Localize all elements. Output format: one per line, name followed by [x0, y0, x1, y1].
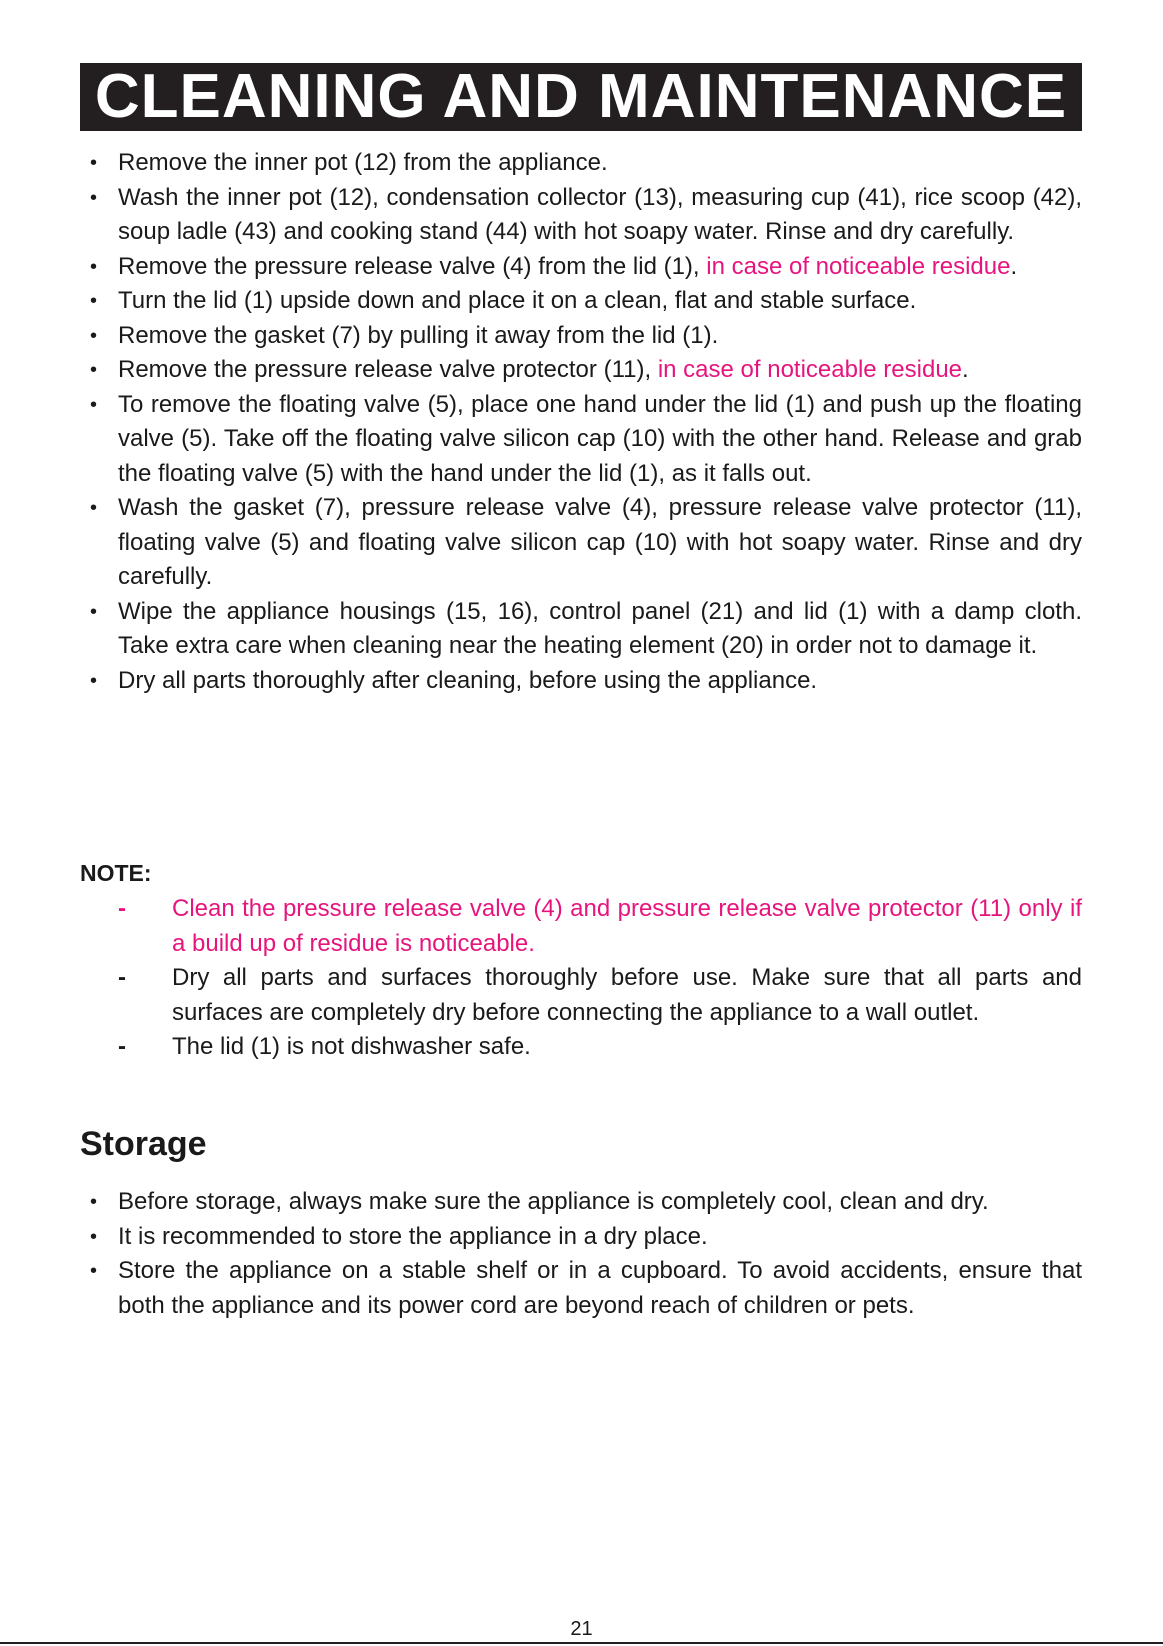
text-run: Dry all parts thoroughly after cleaning, before using the appliance. [118, 666, 818, 694]
storage-list [0, 1185, 1163, 1323]
dash-icon: - [118, 895, 126, 922]
list-item [0, 181, 1163, 250]
list-item [0, 388, 1163, 492]
bullet-icon: • [90, 669, 98, 692]
text-run: (11) [603, 356, 645, 383]
text-run: with the other hand. Release and grab the floating valve [118, 425, 1082, 487]
text-run: (1) [250, 1033, 281, 1060]
text-run: (10) [622, 425, 666, 452]
text-run: and lid [743, 597, 839, 625]
note-item [0, 1030, 1163, 1065]
bullet-icon: • [90, 1191, 98, 1213]
text-run: , soup ladle [118, 183, 1083, 245]
bullet-icon: • [90, 600, 98, 623]
text-run: (43) [234, 218, 277, 245]
text-run: . Take off the floating valve silicon cap [210, 425, 623, 452]
text-run: Wash the inner pot [118, 183, 330, 211]
text-run: (15, 16) [445, 597, 533, 625]
list-item [0, 353, 1163, 388]
text-run: Store the appliance on a stable shelf or in a cupboard. To avoid accidents, ensure that both the appliance and its power cord are beyond reach of children or pets. [118, 1257, 1082, 1319]
text-run: (7) [331, 321, 361, 349]
text-run: . [962, 356, 969, 383]
note-label: NOTE: [80, 860, 152, 886]
bullet-icon: • [90, 255, 98, 278]
text-run: (42) [1032, 183, 1076, 211]
text-run: , [692, 252, 707, 280]
list-item [0, 595, 1163, 664]
text-run: only if a build up of residue is noticeable. [172, 895, 1082, 957]
list-item [0, 664, 1163, 699]
text-run: by pulling it away from the lid [360, 321, 683, 349]
text-run: (1) [629, 459, 659, 487]
text-run: Dry all parts and surfaces thoroughly before use. Make sure that all parts and surfaces are completely dry before connecting the appliance to a wall outlet. [172, 964, 1082, 1026]
text-run: (5) [304, 459, 335, 487]
list-item [0, 1220, 1163, 1255]
text-run: with a damp cloth. Take extra care when cleaning near the heating element [118, 597, 1082, 659]
text-run: (1) [243, 287, 274, 314]
bullet-icon: • [90, 1260, 98, 1282]
text-run: in case of noticeable residue [657, 356, 963, 383]
storage-section [0, 1185, 1163, 1323]
text-run: (4) [621, 494, 652, 521]
text-run: Remove the gasket [118, 321, 332, 349]
text-run: (1) [838, 597, 868, 625]
text-run: , pressure release valve protector [651, 494, 1035, 521]
text-run: (4) [502, 252, 532, 280]
text-run: To remove the floating valve [118, 390, 428, 418]
note-list [0, 892, 1163, 1065]
list-item [0, 1185, 1163, 1220]
cleaning-list [0, 146, 1163, 698]
text-run: (5) [427, 390, 457, 418]
list-item [0, 250, 1163, 285]
text-run: (44) [484, 218, 528, 245]
storage-heading: Storage [80, 1125, 207, 1163]
text-run: and push up the floating valve [118, 390, 1082, 452]
text-run: Before storage, always make sure the appliance is completely cool, clean and dry. [118, 1188, 989, 1215]
text-run: in order not to damage it. [763, 632, 1038, 659]
list-item [0, 1254, 1163, 1323]
bullet-icon: • [90, 393, 98, 416]
text-run: in case of noticeable residue [706, 252, 1011, 280]
text-run: (11) [970, 895, 1012, 922]
bullet-icon: • [90, 186, 98, 209]
text-run: It is recommended to store the appliance in a dry place. [118, 1222, 708, 1250]
note-item [0, 892, 1163, 961]
text-run: , floating valve [118, 494, 1082, 556]
text-run: (21) [700, 597, 744, 625]
text-run: , pressure release valve [344, 494, 622, 521]
page-title: CLEANING AND MAINTENANCE [80, 63, 1082, 131]
text-run: (5) [270, 528, 300, 556]
cleaning-section [0, 146, 1163, 698]
text-run: (4) [533, 895, 563, 922]
text-run: with hot soapy water. Rinse and dry carefully. [118, 528, 1082, 590]
text-run: Wipe the appliance housings [118, 597, 446, 625]
text-run: , condensation collector [372, 183, 635, 211]
text-run: Wash the gasket [118, 494, 315, 521]
text-run: (1) [663, 252, 693, 280]
text-run: Remove the inner pot [118, 149, 355, 176]
note-item [0, 961, 1163, 1030]
text-run: The lid [172, 1033, 251, 1060]
text-run: (1) [682, 321, 712, 349]
text-run: (5) [181, 425, 211, 452]
page-number: 21 [570, 1618, 593, 1640]
list-item [0, 491, 1163, 595]
text-run: (13) [634, 183, 677, 211]
text-run: Clean the pressure release valve [172, 895, 534, 922]
text-run: Turn the lid [118, 287, 244, 314]
text-run: (7) [314, 494, 345, 521]
text-run: and cooking stand [276, 218, 485, 245]
text-run: (12) [329, 183, 373, 211]
text-run: (41) [857, 183, 901, 211]
text-run: (10) [634, 528, 678, 556]
text-run: (1) [785, 390, 815, 418]
text-run: is not dishwasher safe. [280, 1033, 531, 1060]
text-run: , measuring cup [676, 183, 858, 211]
text-run: Remove the pressure release valve protector [118, 356, 604, 383]
text-run: from the appliance. [396, 149, 608, 176]
dash-icon: - [118, 964, 126, 991]
text-run: , rice scoop [900, 183, 1033, 211]
text-run: , control panel [532, 597, 701, 625]
text-run: Remove the pressure release valve [118, 252, 503, 280]
text-run: and pressure release valve protector [562, 895, 971, 922]
text-run: . [711, 321, 719, 349]
bullet-icon: • [90, 152, 98, 174]
text-run: from the lid [531, 252, 664, 280]
text-run: (11) [1034, 494, 1076, 521]
text-run: upside down and place it on a clean, flat and stable surface. [273, 287, 917, 314]
list-item [0, 146, 1163, 181]
list-item [0, 319, 1163, 354]
text-run: , [644, 356, 658, 383]
bullet-icon: • [90, 359, 98, 381]
text-run: , as it falls out. [658, 459, 812, 487]
bottom-rule [0, 1642, 1163, 1644]
bullet-icon: • [90, 324, 98, 347]
text-run: with hot soapy water. Rinse and dry carefully. [527, 218, 1015, 245]
list-item [0, 284, 1163, 319]
text-run: . [1010, 252, 1018, 280]
bullet-icon: • [90, 1225, 98, 1248]
text-run: , place one hand under the lid [456, 390, 786, 418]
text-run: (12) [354, 149, 397, 176]
text-run: with the hand under the lid [334, 459, 630, 487]
bullet-icon: • [90, 290, 98, 312]
text-run: (20) [721, 632, 764, 659]
bullet-icon: • [90, 497, 98, 519]
dash-icon: - [118, 1033, 126, 1060]
text-run: and floating valve silicon cap [299, 528, 635, 556]
note-section [0, 892, 1163, 1065]
